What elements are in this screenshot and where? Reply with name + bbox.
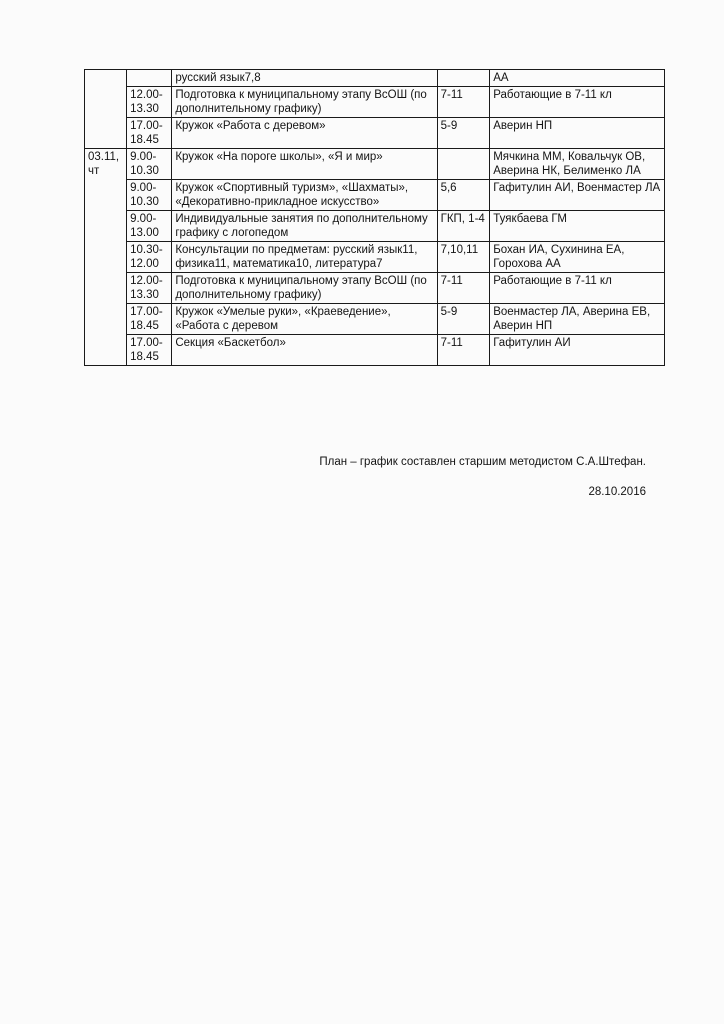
time-cell: 10.30-12.00	[127, 242, 172, 273]
time-cell: 12.00-13.30	[127, 87, 172, 118]
table-row	[85, 211, 665, 242]
event-cell: Консультации по предметам: русский язык11, физика11, математика10, литература7	[172, 242, 437, 273]
time-cell: 17.00-18.45	[127, 304, 172, 335]
event-cell: Секция «Баскетбол»	[172, 335, 437, 366]
class-cell: 5-9	[437, 118, 490, 149]
responsible-cell: Мячкина ММ, Ковальчук ОВ, Аверина НК, Белименко ЛА	[490, 149, 665, 180]
author-note: План – график составлен старшим методистом С.А.Штефан.	[319, 456, 646, 468]
table-row	[85, 118, 665, 149]
table-row	[85, 273, 665, 304]
class-cell: 7-11	[437, 87, 490, 118]
class-cell	[437, 70, 490, 87]
date-cell: 03.11, чт	[85, 149, 127, 366]
table-row	[85, 242, 665, 273]
class-cell	[437, 149, 490, 180]
class-cell: 7-11	[437, 335, 490, 366]
class-cell: 7-11	[437, 273, 490, 304]
table-row	[85, 335, 665, 366]
date-cell	[85, 70, 127, 149]
responsible-cell: Туякбаева ГМ	[490, 211, 665, 242]
event-cell: Кружок «Работа с деревом»	[172, 118, 437, 149]
responsible-cell: Гафитулин АИ, Военмастер ЛА	[490, 180, 665, 211]
event-cell: Кружок «Спортивный туризм», «Шахматы», «Декоративно-прикладное искусство»	[172, 180, 437, 211]
table-row	[85, 87, 665, 118]
schedule-table	[84, 69, 665, 366]
class-cell: ГКП, 1-4	[437, 211, 490, 242]
responsible-cell: Бохан ИА, Сухинина ЕА, Горохова АА	[490, 242, 665, 273]
table-row	[85, 304, 665, 335]
responsible-cell: АА	[490, 70, 665, 87]
event-cell: Подготовка к муниципальному этапу ВсОШ (по дополнительному графику)	[172, 87, 437, 118]
time-cell: 9.00-10.30	[127, 149, 172, 180]
document-date: 28.10.2016	[588, 486, 646, 498]
time-cell	[127, 70, 172, 87]
time-cell: 17.00-18.45	[127, 335, 172, 366]
table-row	[85, 149, 665, 180]
time-cell: 9.00-13.00	[127, 211, 172, 242]
time-cell: 17.00-18.45	[127, 118, 172, 149]
table-row	[85, 180, 665, 211]
time-cell: 9.00-10.30	[127, 180, 172, 211]
responsible-cell: Работающие в 7-11 кл	[490, 87, 665, 118]
time-cell: 12.00-13.30	[127, 273, 172, 304]
responsible-cell: Аверин НП	[490, 118, 665, 149]
event-cell: Индивидуальные занятия по дополнительному графику с логопедом	[172, 211, 437, 242]
event-cell: Кружок «Умелые руки», «Краеведение», «Работа с деревом	[172, 304, 437, 335]
responsible-cell: Работающие в 7-11 кл	[490, 273, 665, 304]
class-cell: 7,10,11	[437, 242, 490, 273]
responsible-cell: Гафитулин АИ	[490, 335, 665, 366]
event-cell: Подготовка к муниципальному этапу ВсОШ (по дополнительному графику)	[172, 273, 437, 304]
event-cell: русский язык7,8	[172, 70, 437, 87]
event-cell: Кружок «На пороге школы», «Я и мир»	[172, 149, 437, 180]
class-cell: 5,6	[437, 180, 490, 211]
table-row	[85, 70, 665, 87]
class-cell: 5-9	[437, 304, 490, 335]
responsible-cell: Военмастер ЛА, Аверина ЕВ, Аверин НП	[490, 304, 665, 335]
